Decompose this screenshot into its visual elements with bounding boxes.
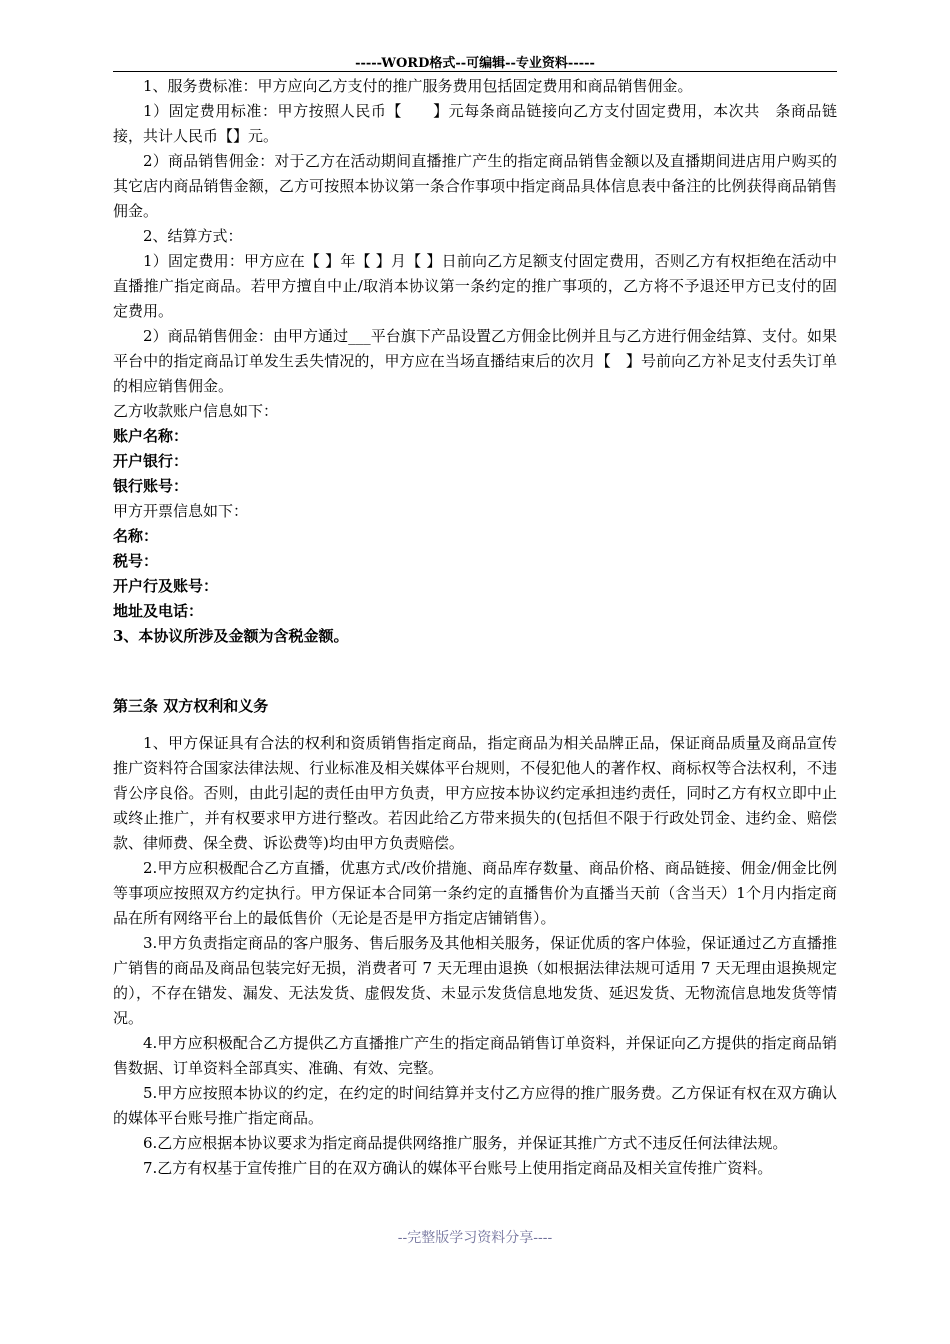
document-body xyxy=(113,74,837,1181)
account-info-intro: 乙方收款账户信息如下： xyxy=(113,402,279,420)
label-invoice-name: 名称： xyxy=(113,527,159,545)
header-divider xyxy=(113,71,837,72)
paragraph-right-3: 3.甲方负责指定商品的客户服务、售后服务及其他相关服务，保证优质的客户体验，保证通过乙方直播推广销售的商品及商品包装完好无损，消费者可 7 天无理由退换（如根据法律法规可适用 7 天无理由退换规定的），不存在错发、漏发、无法发货、虚假发货、未显示发货信息地发货、延迟发货、无物流信息地发货等情况。 xyxy=(113,934,837,1027)
paragraph-service-fee: 1、服务费标准：甲方应向乙方支付的推广服务费用包括固定费用和商品销售佣金。 xyxy=(143,77,693,95)
label-account-name: 账户名称： xyxy=(113,427,189,445)
paragraph-right-4: 4.甲方应积极配合乙方提供乙方直播推广产生的指定商品销售订单资料，并保证向乙方提供的指定商品销售数据、订单资料全部真实、准确、有效、完整。 xyxy=(113,1034,837,1077)
invoice-info-intro: 甲方开票信息如下： xyxy=(113,502,249,520)
paragraph-fixed-fee: 1）固定费用标准：甲方按照人民币【 】元每条商品链接向乙方支付固定费用，本次共 条商品链接，共计人民币【】元。 xyxy=(113,102,837,145)
label-tax-number: 税号： xyxy=(113,552,159,570)
paragraph-commission: 2）商品销售佣金：对于乙方在活动期间直播推广产生的指定商品销售金额以及直播期间进店用户购买的其它店内商品销售金额，乙方可按照本协议第一条合作事项中指定商品具体信息表中备注的比例获得商品销售佣金。 xyxy=(113,152,837,220)
section-title: 第三条 双方权利和义务 xyxy=(113,697,269,715)
paragraph-fixed-settlement: 1）固定费用：甲方应在【 】年【 】月【 】日前向乙方足额支付固定费用，否则乙方有权拒绝在活动中直播推广指定商品。若甲方擅自中止/取消本协议第一条约定的推广事项的，乙方将不予退还甲方已支付的固定费用。 xyxy=(113,252,837,320)
paragraph-tax-inclusive: 3、本协议所涉及金额为含税金额。 xyxy=(113,627,349,645)
label-bank: 开户银行： xyxy=(113,452,189,470)
label-account-number: 银行账号： xyxy=(113,477,189,495)
paragraph-commission-settlement: 2）商品销售佣金：由甲方通过___平台旗下产品设置乙方佣金比例并且与乙方进行佣金结算、支付。如果平台中的指定商品订单发生丢失情况的，甲方应在当场直播结束后的次月【 】号前向乙方补足支付丢失订单的相应销售佣金。 xyxy=(113,327,837,395)
section-spacer xyxy=(113,719,837,731)
paragraph-right-1: 1、甲方保证具有合法的权利和资质销售指定商品，指定商品为相关品牌正品，保证商品质量及商品宣传推广资料符合国家法律法规、行业标准及相关媒体平台规则，不侵犯他人的著作权、商标权等合法权利，不违背公序良俗。否则，由此引起的责任由甲方负责，甲方应按本协议约定承担违约责任，同时乙方有权立即中止或终止推广，并有权要求甲方进行整改。若因此给乙方带来损失的(包括但不限于行政处罚金、违约金、赔偿款、律师费、保全费、诉讼费等)均由甲方负责赔偿。 xyxy=(113,734,837,852)
page-header: -----WORD格式--可编辑--专业资料----- xyxy=(355,56,595,71)
page-footer: --完整版学习资料分享---- xyxy=(397,1230,553,1246)
paragraph-right-6: 6.乙方应根据本协议要求为指定商品提供网络推广服务，并保证其推广方式不违反任何法律法规。 xyxy=(143,1134,788,1152)
paragraph-right-7: 7.乙方有权基于宣传推广目的在双方确认的媒体平台账号上使用指定商品及相关宣传推广资料。 xyxy=(143,1159,773,1177)
label-bank-and-account: 开户行及账号： xyxy=(113,577,219,595)
paragraph-settlement: 2、结算方式： xyxy=(143,227,243,245)
label-address-phone: 地址及电话： xyxy=(113,602,204,620)
section-spacer xyxy=(113,649,837,694)
paragraph-right-5: 5.甲方应按照本协议的约定，在约定的时间结算并支付乙方应得的推广服务费。乙方保证有权在双方确认的媒体平台账号推广指定商品。 xyxy=(113,1084,837,1127)
paragraph-right-2: 2.甲方应积极配合乙方直播，优惠方式/改价措施、商品库存数量、商品价格、商品链接、佣金/佣金比例等事项应按照双方约定执行。甲方保证本合同第一条约定的直播售价为直播当天前（含当天）1个月内指定商品在所有网络平台上的最低售价（无论是否是甲方指定店铺销售）。 xyxy=(113,859,837,927)
